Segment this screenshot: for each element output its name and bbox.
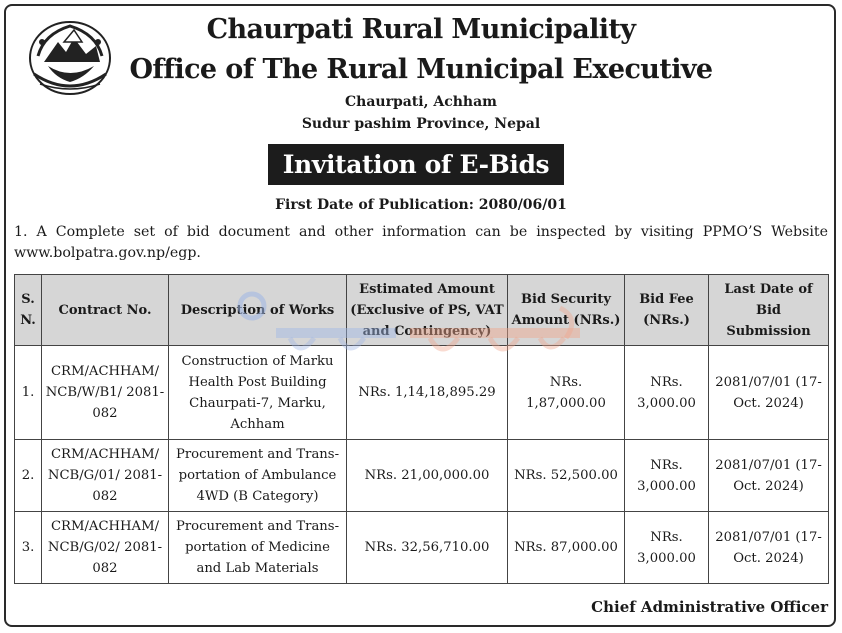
address-line-2: Sudur pashim Province, Nepal (301, 116, 541, 132)
header-bid-fee: Bid Fee (NRs.) (625, 275, 709, 346)
cell-description: Construction of Marku Health Post Building Chaurpati-7, Marku, Achham (169, 346, 347, 440)
cell-bid-fee: NRs. 3,000.00 (625, 512, 709, 584)
header-sn: S. N. (15, 275, 42, 346)
header-estimated-amount: Estimated Amount (Exclusive of PS, VAT and Contingency) (347, 275, 508, 346)
cell-bid-security: NRs. 87,000.00 (508, 512, 625, 584)
notice-title: Invitation of E-Bids (268, 144, 564, 185)
cell-sn: 2. (15, 440, 42, 512)
office-name: Office of The Rural Municipal Executive (129, 54, 713, 85)
cell-description: Procurement and Trans- portation of Ambulance 4WD (B Category) (169, 440, 347, 512)
cell-last-date: 2081/07/01 (17-Oct. 2024) (709, 440, 829, 512)
cell-estimated-amount: NRs. 32,56,710.00 (347, 512, 508, 584)
header-bid-security: Bid Security Amount (NRs.) (508, 275, 625, 346)
cell-sn: 3. (15, 512, 42, 584)
notice-line-1: 1. A Complete set of bid document and other information can be inspected by visiting PPMO’S Website (14, 224, 828, 240)
table-row (15, 440, 829, 512)
header-description: Description of Works (169, 275, 347, 346)
cell-contract-no: CRM/ACHHAM/ NCB/G/01/ 2081-082 (42, 440, 169, 512)
cell-sn: 1. (15, 346, 42, 440)
municipality-name: Chaurpati Rural Municipality (206, 14, 636, 45)
cell-contract-no: CRM/ACHHAM/ NCB/G/02/ 2081-082 (42, 512, 169, 584)
cell-bid-fee: NRs. 3,000.00 (625, 440, 709, 512)
table-row (15, 512, 829, 584)
watermark-logo-icon (230, 284, 610, 374)
header-last-date: Last Date of Bid Submission (709, 275, 829, 346)
cell-contract-no: CRM/ACHHAM/ NCB/W/B1/ 2081-082 (42, 346, 169, 440)
cell-bid-fee: NRs. 3,000.00 (625, 346, 709, 440)
notice-paragraph (14, 222, 828, 264)
cell-estimated-amount: NRs. 1,14,18,895.29 (347, 346, 508, 440)
cell-bid-security: NRs. 1,87,000.00 (508, 346, 625, 440)
cell-bid-security: NRs. 52,500.00 (508, 440, 625, 512)
notice-line-2: www.bolpatra.gov.np/egp. (14, 245, 201, 261)
publication-date: First Date of Publication: 2080/06/01 (275, 197, 567, 213)
signoff: Chief Administrative Officer (591, 598, 828, 616)
cell-last-date: 2081/07/01 (17-Oct. 2024) (709, 346, 829, 440)
address-line-1: Chaurpati, Achham (345, 94, 497, 110)
header-contract-no: Contract No. (42, 275, 169, 346)
cell-last-date: 2081/07/01 (17-Oct. 2024) (709, 512, 829, 584)
cell-description: Procurement and Trans- portation of Medicine and Lab Materials (169, 512, 347, 584)
cell-estimated-amount: NRs. 21,00,000.00 (347, 440, 508, 512)
